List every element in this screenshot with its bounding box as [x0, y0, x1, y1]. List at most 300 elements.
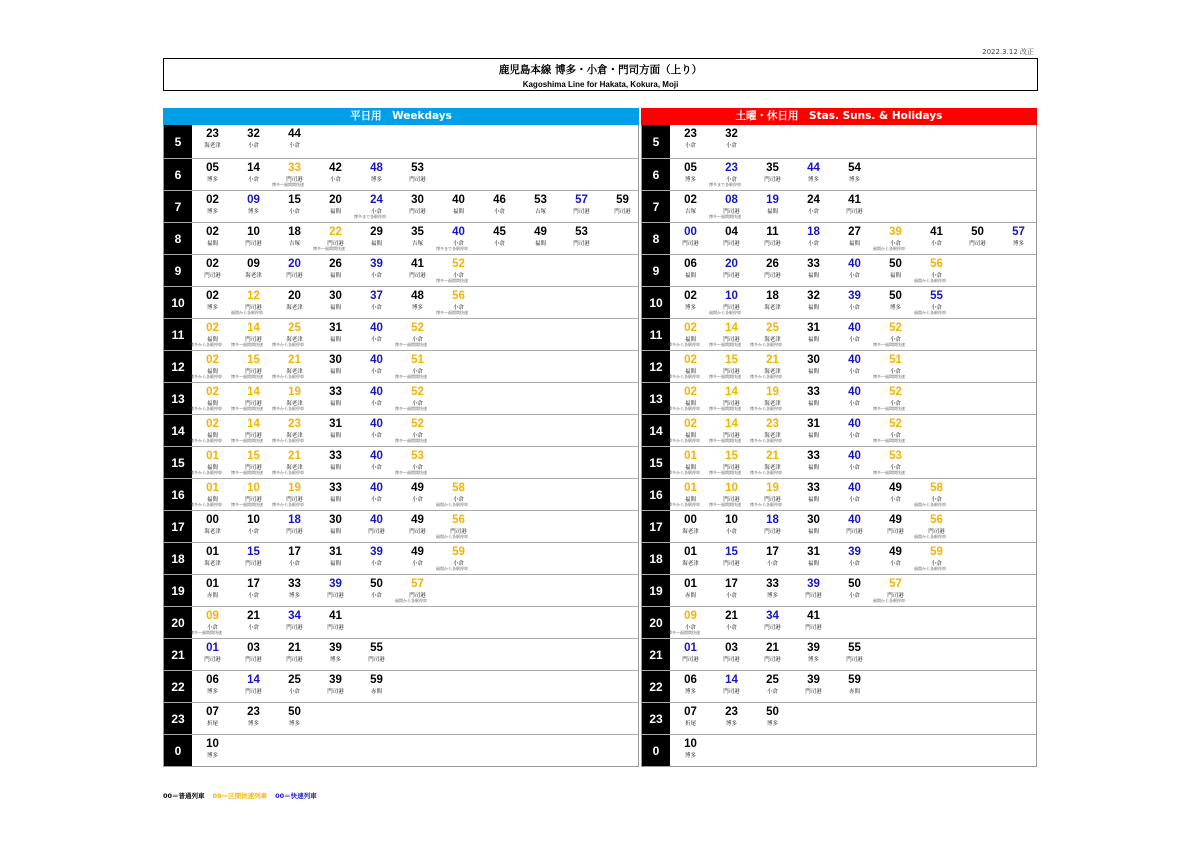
destination: 赤間 — [206, 593, 218, 599]
service-note: 福間から各駅停車 — [914, 278, 946, 283]
train-entry — [561, 191, 602, 222]
destination: 海老津 — [286, 401, 303, 407]
departure-minute: 09 — [684, 610, 697, 622]
destination: 門司港 — [368, 529, 385, 535]
service-note: 博多～福間間快速 — [231, 374, 263, 379]
service-note: 博多から各駅停車 — [272, 374, 304, 379]
train-list — [192, 639, 638, 670]
service-note: 博多～福間間快速 — [709, 502, 741, 507]
destination: 小倉 — [725, 625, 737, 631]
departure-minute: 44 — [288, 128, 301, 140]
departure-minute: 41 — [807, 610, 820, 622]
destination: 門司港 — [764, 529, 781, 535]
train-list — [670, 511, 1036, 542]
train-entry — [356, 639, 397, 670]
holiday-hour-row — [642, 638, 1036, 670]
destination: 福間 — [684, 369, 696, 375]
train-entry — [438, 479, 479, 510]
holiday-hour-row — [642, 702, 1036, 734]
destination: 小倉 — [684, 625, 696, 631]
legend — [163, 791, 317, 800]
destination: 門司港 — [245, 337, 262, 343]
train-entry — [670, 479, 711, 510]
legend-section-rapid: 00＝区間快速列車 — [212, 792, 268, 800]
departure-minute: 14 — [725, 418, 738, 430]
hour-label: 17 — [642, 511, 670, 542]
destination: 小倉 — [370, 497, 382, 503]
destination: 小倉 — [889, 433, 901, 439]
destination: 博多 — [288, 593, 300, 599]
departure-minute: 06 — [684, 258, 697, 270]
train-entry — [356, 383, 397, 414]
service-note: 博多から各駅停車 — [668, 374, 700, 379]
train-entry — [793, 223, 834, 254]
destination: 門司港 — [409, 593, 426, 599]
train-entry — [438, 511, 479, 542]
train-list — [670, 671, 1036, 702]
train-entry — [875, 575, 916, 606]
service-note: 博多～福間間快速 — [709, 406, 741, 411]
train-list — [192, 543, 638, 574]
train-entry — [233, 125, 274, 158]
service-note: 博多～福間間快速 — [873, 342, 905, 347]
departure-minute: 23 — [206, 128, 219, 140]
destination: 小倉 — [725, 593, 737, 599]
weekday-hour-row — [164, 125, 638, 158]
service-note: 博多から各駅停車 — [750, 406, 782, 411]
train-entry — [916, 223, 957, 254]
train-entry — [233, 511, 274, 542]
train-entry — [233, 287, 274, 318]
departure-minute: 33 — [766, 578, 779, 590]
hour-label: 11 — [642, 319, 670, 350]
destination: 福間 — [807, 369, 819, 375]
destination: 小倉 — [452, 561, 464, 567]
service-note: 博多まで各駅停車 — [436, 246, 468, 251]
service-note: 博多から各駅停車 — [668, 342, 700, 347]
train-entry — [793, 159, 834, 190]
train-entry — [670, 447, 711, 478]
destination: 小倉 — [411, 561, 423, 567]
weekday-hour-row — [164, 574, 638, 606]
departure-minute: 31 — [329, 546, 342, 558]
holiday-hour-row — [642, 190, 1036, 222]
departure-minute: 57 — [1012, 226, 1025, 238]
train-entry — [315, 575, 356, 606]
weekday-hour-row — [164, 670, 638, 702]
train-list — [192, 447, 638, 478]
departure-minute: 21 — [725, 610, 738, 622]
train-list — [670, 415, 1036, 446]
train-entry — [397, 543, 438, 574]
destination: 福間 — [329, 209, 341, 215]
departure-minute: 39 — [329, 642, 342, 654]
departure-minute: 30 — [329, 354, 342, 366]
hour-label: 0 — [642, 735, 670, 766]
train-entry — [192, 479, 233, 510]
train-entry — [916, 287, 957, 318]
destination: 小倉 — [288, 689, 300, 695]
destination: 小倉 — [848, 433, 860, 439]
train-list — [192, 223, 638, 254]
departure-minute: 50 — [889, 290, 902, 302]
destination: 小倉 — [889, 241, 901, 247]
departure-minute: 41 — [848, 194, 861, 206]
service-note: 福間から各駅停車 — [709, 310, 741, 315]
destination: 小倉 — [370, 593, 382, 599]
departure-minute: 40 — [370, 322, 383, 334]
train-entry — [356, 511, 397, 542]
train-entry — [315, 479, 356, 510]
train-entry — [670, 639, 711, 670]
destination: 福間 — [807, 337, 819, 343]
destination: 赤間 — [684, 593, 696, 599]
weekday-hour-row — [164, 638, 638, 670]
weekday-hour-row — [164, 542, 638, 574]
train-entry — [397, 255, 438, 286]
departure-minute: 53 — [411, 162, 424, 174]
departure-minute: 49 — [889, 514, 902, 526]
departure-minute: 40 — [848, 386, 861, 398]
destination: 福間 — [534, 241, 546, 247]
hour-label: 18 — [164, 543, 192, 574]
departure-minute: 14 — [247, 322, 260, 334]
train-entry — [315, 639, 356, 670]
train-entry — [916, 511, 957, 542]
train-entry — [834, 543, 875, 574]
train-entry — [438, 255, 479, 286]
train-entry — [315, 351, 356, 382]
train-entry — [752, 607, 793, 638]
service-note: 博多～福間間快速 — [231, 502, 263, 507]
departure-minute: 32 — [725, 128, 738, 140]
holiday-rows — [641, 125, 1037, 767]
destination: 博多 — [206, 305, 218, 311]
train-entry — [793, 415, 834, 446]
departure-minute: 01 — [206, 546, 219, 558]
destination: 門司港 — [450, 529, 467, 535]
departure-minute: 40 — [452, 194, 465, 206]
destination: 博多 — [684, 305, 696, 311]
train-entry — [274, 639, 315, 670]
departure-minute: 57 — [889, 578, 902, 590]
train-entry — [752, 159, 793, 190]
train-list — [670, 735, 1036, 766]
service-note: 福間から各駅停車 — [395, 598, 427, 603]
train-entry — [356, 351, 397, 382]
destination: 門司港 — [682, 657, 699, 663]
destination: 海老津 — [764, 433, 781, 439]
destination: 博多 — [807, 177, 819, 183]
destination: 門司港 — [245, 369, 262, 375]
destination: 小倉 — [247, 593, 259, 599]
destination: 小倉 — [848, 593, 860, 599]
train-entry — [274, 319, 315, 350]
departure-minute: 32 — [807, 290, 820, 302]
train-entry — [711, 287, 752, 318]
destination: 門司港 — [723, 369, 740, 375]
departure-minute: 33 — [807, 450, 820, 462]
departure-minute: 40 — [848, 514, 861, 526]
train-entry — [397, 319, 438, 350]
train-list — [670, 191, 1036, 222]
train-entry — [192, 511, 233, 542]
hour-label: 20 — [164, 607, 192, 638]
hour-label: 16 — [642, 479, 670, 510]
train-entry — [916, 255, 957, 286]
train-entry — [875, 383, 916, 414]
hour-label: 8 — [642, 223, 670, 254]
weekday-hour-row — [164, 510, 638, 542]
service-note: 福間から各駅停車 — [914, 566, 946, 571]
train-entry — [711, 639, 752, 670]
destination: 福間 — [889, 273, 901, 279]
train-list — [192, 383, 638, 414]
train-entry — [315, 287, 356, 318]
service-note: 博多～福間間快速 — [231, 342, 263, 347]
train-entry — [670, 735, 711, 766]
departure-minute: 23 — [288, 418, 301, 430]
destination: 門司港 — [327, 241, 344, 247]
train-entry — [192, 125, 233, 158]
train-entry — [315, 415, 356, 446]
departure-minute: 44 — [807, 162, 820, 174]
hour-label: 21 — [642, 639, 670, 670]
departure-minute: 01 — [684, 642, 697, 654]
service-note: 博多～福間間快速 — [395, 406, 427, 411]
destination: 海老津 — [204, 561, 221, 567]
destination: 門司港 — [286, 529, 303, 535]
departure-minute: 01 — [684, 578, 697, 590]
departure-minute: 33 — [807, 258, 820, 270]
holiday-hour-row — [642, 574, 1036, 606]
destination: 門司港 — [723, 465, 740, 471]
destination: 小倉 — [452, 241, 464, 247]
destination: 門司港 — [887, 593, 904, 599]
departure-minute: 40 — [370, 354, 383, 366]
destination: 福間 — [206, 433, 218, 439]
departure-minute: 15 — [247, 450, 260, 462]
destination: 博多 — [684, 689, 696, 695]
departure-minute: 24 — [807, 194, 820, 206]
destination: 門司港 — [286, 497, 303, 503]
destination: 小倉 — [807, 209, 819, 215]
destination: 小倉 — [411, 401, 423, 407]
departure-minute: 25 — [288, 674, 301, 686]
destination: 博多 — [206, 689, 218, 695]
departure-minute: 45 — [493, 226, 506, 238]
train-entry — [670, 415, 711, 446]
departure-minute: 14 — [247, 674, 260, 686]
train-list — [670, 287, 1036, 318]
destination: 門司港 — [614, 209, 631, 215]
train-entry — [315, 191, 356, 222]
train-list — [670, 223, 1039, 254]
train-entry — [834, 223, 875, 254]
destination: 門司港 — [286, 657, 303, 663]
destination: 門司港 — [846, 209, 863, 215]
destination: 門司港 — [573, 241, 590, 247]
service-note: 博多～福間間快速 — [395, 470, 427, 475]
departure-minute: 02 — [684, 194, 697, 206]
departure-minute: 48 — [411, 290, 424, 302]
departure-minute: 09 — [206, 610, 219, 622]
destination: 博多 — [370, 177, 382, 183]
destination: 海老津 — [764, 465, 781, 471]
train-entry — [315, 511, 356, 542]
train-entry — [752, 575, 793, 606]
holiday-hour-row — [642, 222, 1036, 254]
train-entry — [274, 159, 315, 190]
train-entry — [793, 383, 834, 414]
train-entry — [875, 415, 916, 446]
hour-label: 20 — [642, 607, 670, 638]
train-entry — [752, 447, 793, 478]
destination: 海老津 — [204, 529, 221, 535]
departure-minute: 30 — [807, 354, 820, 366]
train-entry — [315, 383, 356, 414]
destination: 小倉 — [848, 305, 860, 311]
train-entry — [192, 223, 233, 254]
departure-minute: 14 — [247, 162, 260, 174]
departure-minute: 35 — [766, 162, 779, 174]
destination: 小倉 — [930, 497, 942, 503]
weekday-hour-row — [164, 222, 638, 254]
train-entry — [752, 351, 793, 382]
departure-minute: 39 — [848, 546, 861, 558]
destination: 福間 — [206, 401, 218, 407]
departure-minute: 40 — [370, 450, 383, 462]
departure-minute: 40 — [848, 354, 861, 366]
departure-minute: 57 — [575, 194, 588, 206]
departure-minute: 20 — [725, 258, 738, 270]
hour-label: 15 — [164, 447, 192, 478]
train-entry — [315, 607, 356, 638]
hour-label: 9 — [642, 255, 670, 286]
holiday-hour-row — [642, 606, 1036, 638]
departure-minute: 25 — [766, 322, 779, 334]
weekday-header: 平日用 Weekdays — [163, 108, 639, 125]
hour-label: 10 — [164, 287, 192, 318]
destination: 門司港 — [409, 273, 426, 279]
train-entry — [752, 287, 793, 318]
destination: 小倉 — [848, 401, 860, 407]
train-entry — [274, 479, 315, 510]
destination: 小倉 — [889, 497, 901, 503]
train-entry — [192, 159, 233, 190]
train-entry — [670, 223, 711, 254]
train-entry — [711, 351, 752, 382]
destination: 門司港 — [764, 241, 781, 247]
departure-minute: 01 — [206, 578, 219, 590]
departure-minute: 14 — [725, 674, 738, 686]
destination: 門司港 — [682, 241, 699, 247]
departure-minute: 02 — [206, 226, 219, 238]
train-entry — [397, 191, 438, 222]
destination: 海老津 — [286, 369, 303, 375]
destination: 福間 — [807, 401, 819, 407]
train-entry — [397, 351, 438, 382]
destination: 門司港 — [846, 657, 863, 663]
train-entry — [356, 255, 397, 286]
departure-minute: 23 — [684, 128, 697, 140]
departure-minute: 25 — [766, 674, 779, 686]
train-entry — [274, 447, 315, 478]
departure-minute: 49 — [534, 226, 547, 238]
train-entry — [670, 191, 711, 222]
departure-minute: 52 — [889, 322, 902, 334]
departure-minute: 35 — [411, 226, 424, 238]
train-entry — [834, 287, 875, 318]
departure-minute: 33 — [329, 482, 342, 494]
weekday-hour-row — [164, 702, 638, 734]
train-entry — [233, 255, 274, 286]
departure-minute: 06 — [206, 674, 219, 686]
destination: 門司港 — [245, 689, 262, 695]
destination: 門司港 — [723, 433, 740, 439]
train-entry — [711, 191, 752, 222]
service-note: 博多から各駅停車 — [750, 342, 782, 347]
destination: 博多 — [807, 657, 819, 663]
destination: 門司港 — [723, 401, 740, 407]
train-entry — [315, 447, 356, 478]
train-entry — [397, 479, 438, 510]
departure-minute: 01 — [684, 450, 697, 462]
destination: 福間 — [329, 337, 341, 343]
hour-label: 10 — [642, 287, 670, 318]
train-entry — [274, 607, 315, 638]
destination: 福間 — [206, 369, 218, 375]
destination: 小倉 — [247, 625, 259, 631]
train-entry — [793, 351, 834, 382]
destination: 福間 — [329, 369, 341, 375]
train-entry — [834, 415, 875, 446]
departure-minute: 18 — [288, 226, 301, 238]
train-entry — [274, 415, 315, 446]
train-entry — [233, 703, 274, 734]
departure-minute: 10 — [247, 514, 260, 526]
train-entry — [711, 607, 752, 638]
departure-minute: 49 — [889, 546, 902, 558]
destination: 博多 — [206, 209, 218, 215]
train-entry — [752, 223, 793, 254]
departure-minute: 21 — [288, 450, 301, 462]
hour-label: 13 — [642, 383, 670, 414]
destination: 門司港 — [723, 209, 740, 215]
destination: 福間 — [206, 241, 218, 247]
destination: 博多 — [766, 721, 778, 727]
train-entry — [670, 255, 711, 286]
destination: 門司港 — [204, 657, 221, 663]
service-note: 博多～福間間快速 — [231, 406, 263, 411]
destination: 小倉 — [370, 209, 382, 215]
train-entry — [602, 191, 643, 222]
train-list — [670, 159, 1036, 190]
train-entry — [834, 383, 875, 414]
departure-minute: 39 — [370, 258, 383, 270]
service-note: 博多から各駅停車 — [668, 406, 700, 411]
destination: 小倉 — [766, 689, 778, 695]
destination: 門司港 — [409, 529, 426, 535]
train-entry — [670, 671, 711, 702]
destination: 門司港 — [245, 305, 262, 311]
train-entry — [834, 351, 875, 382]
train-list — [670, 479, 1036, 510]
train-list — [670, 575, 1036, 606]
train-entry — [670, 319, 711, 350]
train-list — [670, 319, 1036, 350]
train-list — [670, 255, 1036, 286]
